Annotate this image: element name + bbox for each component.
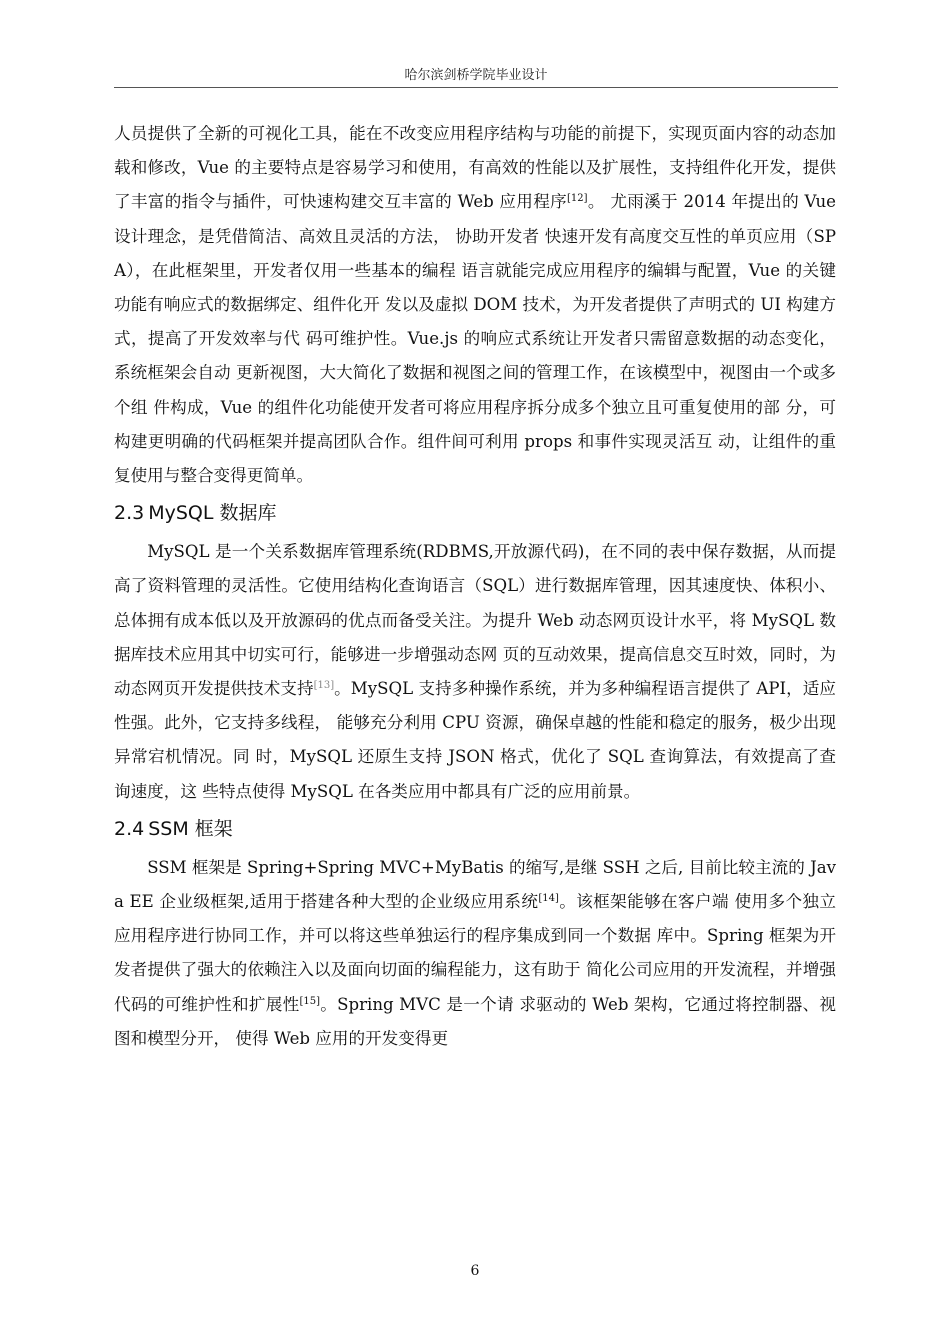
paragraph-text: MySQL 是一个关系数据库管理系统(RDBMS,开放源代码)，在不同的表中保存数据，从而提高了资料管理的灵活性。它使用结构化查询语言（SQL）进行数据库管理，因其速度快、体积小、总体拥有成本低以及开放源码的优点而备受关注。为提升 Web 动态网页设计水平，将 MySQL 数据库技术应用其中切实可行，能够进一步增强动态网 页的互动效果，提高信息交互时效，同时，为动态网页开发提供技术支持 bbox=[114, 542, 836, 699]
page-number: 6 bbox=[470, 1263, 480, 1279]
paragraph-text: 。 尤雨溪于 2014 年提出的 Vue 设计理念，是凭借简洁、高效且灵活的方法， 协助开发者 快速开发有高度交互性的单页应用（SPA），在此框架里，开发者仅用一些基本的编程 语言就能完成应用程序的编辑与配置，Vue 的关键功能有响应式的数据绑定、组件化开 发以及虚拟 DOM 技术，为开发者提供了声明式的 UI 构建方式，提高了开发效率与代 码可维护性。Vue.js 的响应式系统让开发者只需留意数据的动态变化，系统框架会自动 更新视图，大大简化了数据和视图之间的管理工作，在该模型中，视图由一个或多个组 件构成，Vue 的组件化功能使开发者可将应用程序拆分成多个独立且可重复使用的部 分，可构建更明确的代码框架并提高团队合作。组件间可利用 props 和事件实现灵活互 动，让组件的重复使用与整合变得更简单。 bbox=[114, 192, 836, 486]
citation: [14] bbox=[538, 893, 559, 905]
section-number: 2.3 bbox=[114, 502, 145, 525]
section-title: SSM 框架 bbox=[148, 817, 233, 840]
section-heading-ssm bbox=[114, 813, 836, 845]
section-number: 2.4 bbox=[114, 817, 145, 840]
paragraph-text: 。MySQL 支持多种操作系统，并为多种编程语言提供了 API，适应性强。此外，它支持多线程， 能够充分利用 CPU 资源，确保卓越的性能和稳定的服务，极少出现异常宕机情况。同 时，MySQL 还原生支持 JSON 格式，优化了 SQL 查询算法，有效提高了查询速度，这 些特点使得 MySQL 在各类应用中都具有广泛的应用前景。 bbox=[114, 679, 837, 801]
paragraph-text: SSM 框架是 Spring+Spring MVC+MyBatis 的缩写,是继 SSH 之后, 目前比较主流的 Java EE 企业级框架,适用于搭建各种大型的企业级应用系统 bbox=[114, 857, 836, 912]
citation: [12] bbox=[567, 193, 588, 205]
paragraph-text: 人员提供了全新的可视化工具，能在不改变应用程序结构与功能的前提下，实现页面内容的动态加载和修改，Vue 的主要特点是容易学习和使用，有高效的性能以及扩展性，支持组件化开发，提供了丰富的指令与插件，可快速构建交互丰富的 Web 应用程序 bbox=[114, 124, 836, 212]
page-body bbox=[114, 117, 836, 1056]
header-rule bbox=[114, 87, 838, 88]
running-header: 哈尔滨剑桥学院毕业设计 bbox=[404, 68, 548, 83]
citation: [15] bbox=[299, 995, 320, 1007]
vue-paragraph bbox=[114, 117, 836, 493]
paragraph-text: 。该框架能够在客户端 使用多个独立应用程序进行协同工作，并可以将这些单独运行的程序集成到同一个数据 库中。Spring 框架为开发者提供了强大的依赖注入以及面向切面的编程能力，这有助于 简化公司应用的开发流程，并增强代码的可维护性和扩展性 bbox=[114, 892, 836, 1014]
citation: [13] bbox=[313, 680, 335, 692]
section-title: MySQL 数据库 bbox=[148, 502, 277, 525]
ssm-paragraph bbox=[114, 851, 836, 1056]
section-heading-mysql bbox=[114, 497, 836, 529]
paragraph-text: 。Spring MVC 是一个请 求驱动的 Web 架构，它通过将控制器、视图和模型分开， 使得 Web 应用的开发变得更 bbox=[114, 994, 837, 1048]
mysql-paragraph bbox=[114, 535, 836, 809]
